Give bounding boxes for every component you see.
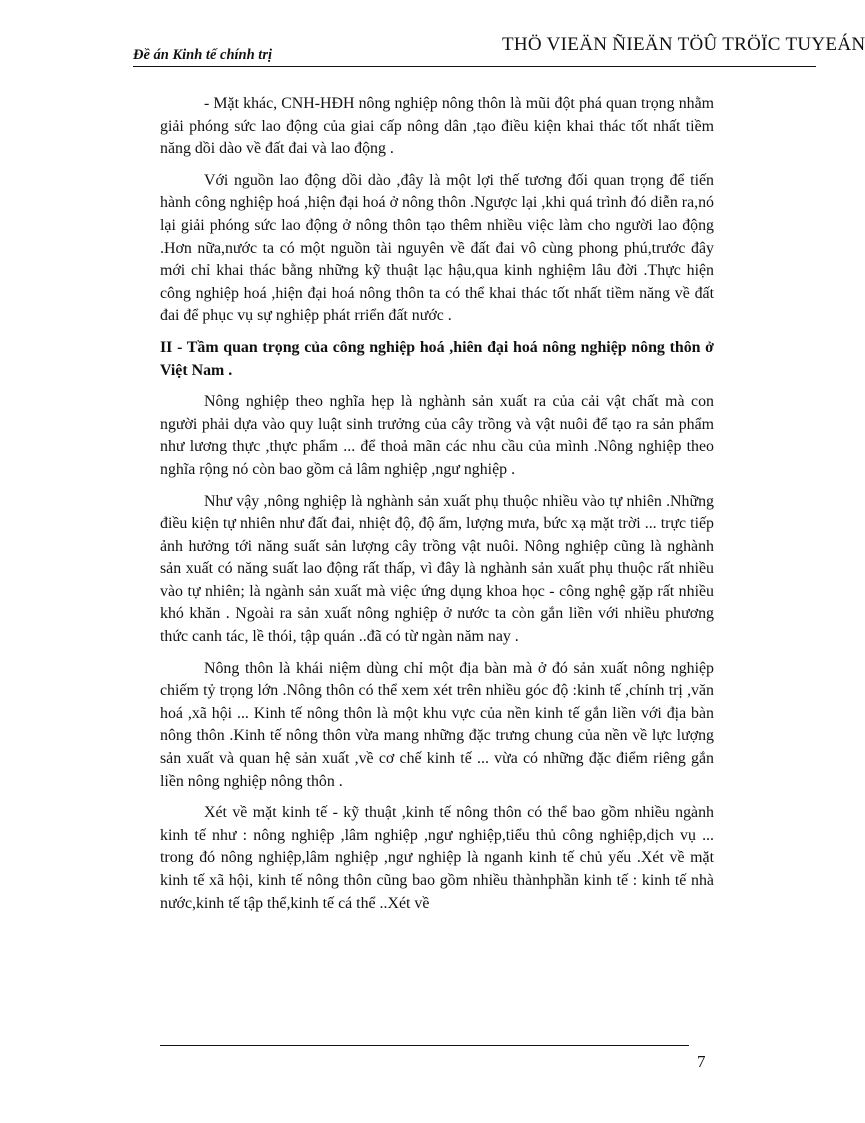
footer-divider [160,1045,689,1046]
page-body [160,93,714,924]
body-paragraph: - Mặt khác, CNH-HĐH nông nghiệp nông thôn là mũi đột phá quan trọng nhằm giải phóng sức lao động của giai cấp nông dân ,tạo điều kiện khai thác tốt nhất tiềm năng dồi dào về đất đai và lao động . [160,95,714,158]
section-heading: II - Tầm quan trọng của công nghiệp hoá ,hiên đại hoá nông nghiệp nông thôn ở Việt Nam . [160,338,714,379]
body-paragraph: Nông nghiệp theo nghĩa hẹp là nghành sản xuất ra của cải vật chất mà con người phải dựa vào quy luật sinh trưởng của cây trồng và vật nuôi để tạo ra sản phẩm như lương thực ,thực phẩm ... để thoả mãn các nhu cầu của mình .Nông nghiệp theo nghĩa rộng nó còn bao gồm cả lâm nghiệp ,ngư nghiệp . [160,393,714,478]
header-divider [133,66,816,67]
library-banner: THÖ VIEÄN ÑIEÄN TÖÛ TRÖÏC TUYEÁN [502,34,865,55]
body-paragraph: Với nguồn lao động dồi dào ,đây là một lợi thế tương đối quan trọng để tiến hành công nghiệp hoá ,hiện đại hoá ở nông thôn .Ngược lại ,khi quá trình đó diễn ra,nó lại giải phóng sức lao động ở nông thôn tạo thêm nhiều việc làm cho người lao động .Hơn nữa,nước ta có một nguồn tài nguyên về đất đai vô cùng phong phú,trước đây mới chỉ khai thác bằng những kỹ thuật lạc hậu,qua kinh nghiệm lâu đời .Thực hiện công nghiệp hoá ,hiện đại hoá nông thôn ta có thể khai thác tốt nhất tiềm năng về đất đai để phục vụ sự nghiệp phát rriển đất nước . [160,171,714,325]
document-title: Đề án Kinh tế chính trị [133,47,272,63]
body-paragraph: Như vậy ,nông nghiệp là nghành sản xuất phụ thuộc nhiều vào tự nhiên .Những điều kiện tự nhiên như đất đai, nhiệt độ, độ ẩm, lượng mưa, bức xạ mặt trời ... trực tiếp ảnh hưởng tới năng suất sản lượng cây trồng vật nuôi. Nông nghiệp cũng là nghành sản xuất có năng suất lao động rất thấp, vì đây là nghành sản xuất phụ thuộc rất nhiều vào tự nhiên; là ngành sản xuất mà việc ứng dụng khoa học - công nghệ gặp rất nhiều khó khăn . Ngoài ra sản xuất nông nghiệp ở nước ta còn gắn liền với nhiều phương thức canh tác, lề thói, tập quán ..đã có từ ngàn năm nay . [160,492,714,646]
body-paragraph: Nông thôn là khái niệm dùng chỉ một địa bàn mà ở đó sản xuất nông nghiệp chiếm tỷ trọng lớn .Nông thôn có thể xem xét trên nhiều góc độ :kinh tế ,chính trị ,văn hoá ,xã hội ... Kinh tế nông thôn là một khu vực của nền kinh tế gắn liền với địa bàn nông thôn .Kinh tế nông thôn vừa mang những đặc trưng chung của nền về lực lượng sản xuất và quan hệ sản xuất ,về cơ chế kinh tế ... vừa có những đặc điểm riêng gắn liền nông nghiệp nông thôn . [160,659,714,790]
body-paragraph: Xét về mặt kinh tế - kỹ thuật ,kinh tế nông thôn có thể bao gồm nhiều ngành kinh tế như : nông nghiệp ,lâm nghiệp ,ngư nghiệp,tiểu thủ công nghiệp,dịch vụ ... trong đó nông nghiệp,lâm nghiệp ,ngư nghiệp là nganh kinh tế chủ yếu .Xét về mặt kinh tế xã hội, kinh tế nông thôn cũng bao gồm nhiều thànhphần kinh tế : kinh tế nhà nước,kinh tế tập thể,kinh tế cá thể ..Xét về [160,804,714,912]
page-number: 7 [697,1052,706,1071]
